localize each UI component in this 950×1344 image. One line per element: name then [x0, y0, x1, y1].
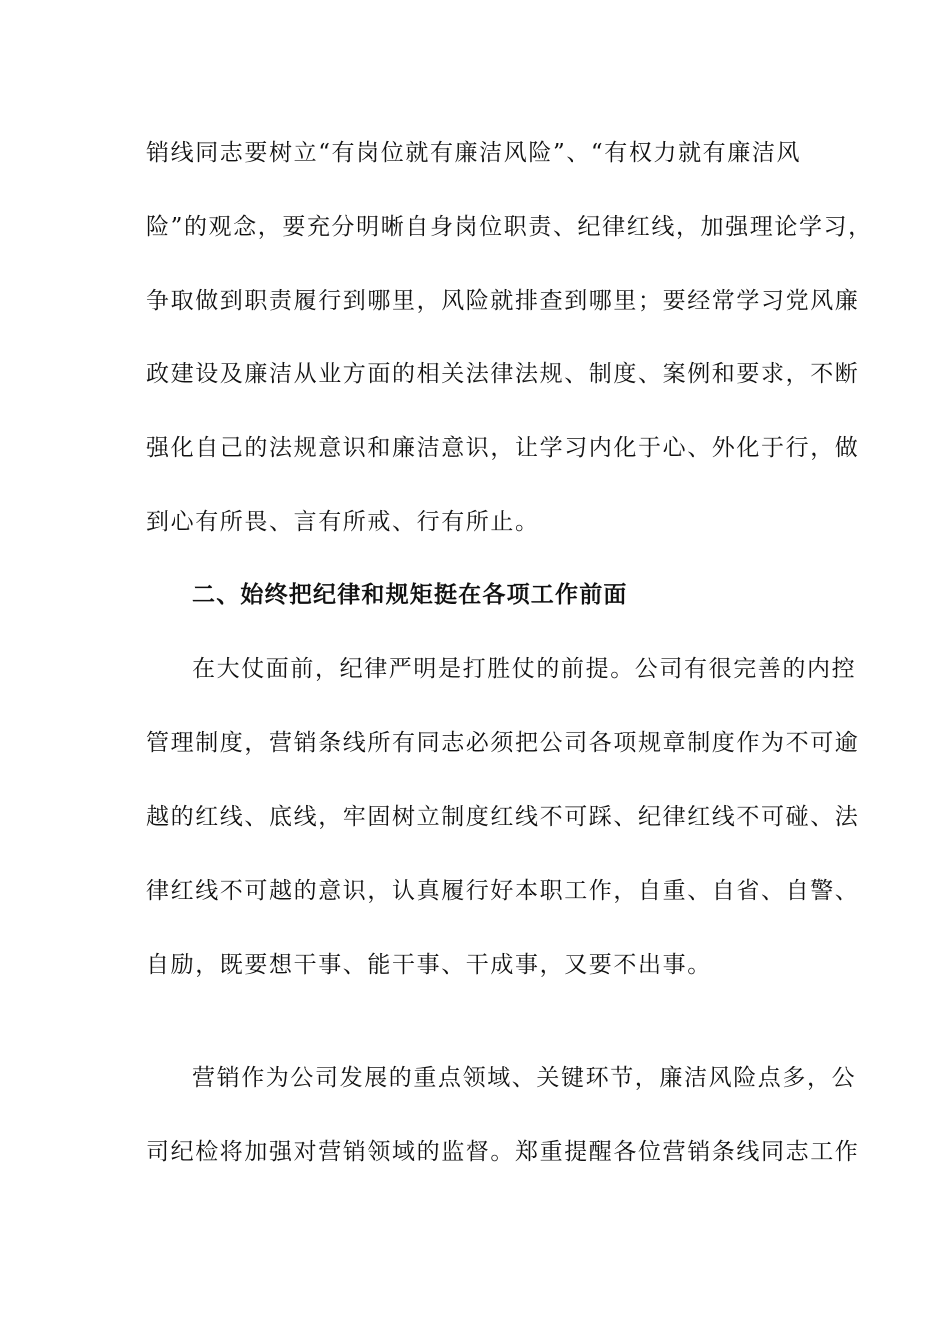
paragraph-line: 管理制度，营销条线所有同志必须把公司各项规章制度作为不可逾: [146, 730, 860, 756]
paragraph-line: 政建设及廉洁从业方面的相关法律法规、制度、案例和要求，不断: [146, 361, 860, 387]
paragraph-line: 强化自己的法规意识和廉洁意识，让学习内化于心、外化于行，做: [146, 435, 860, 461]
paragraph-line: 险”的观念，要充分明晰自身岗位职责、纪律红线，加强理论学习，: [146, 214, 873, 240]
paragraph-line: 争取做到职责履行到哪里，风险就排查到哪里；要经常学习党风廉: [146, 288, 860, 314]
paragraph-line: 在大仗面前，纪律严明是打胜仗的前提。公司有很完善的内控: [192, 656, 857, 682]
paragraph-line: 司纪检将加强对营销领域的监督。郑重提醒各位营销条线同志工作: [146, 1139, 860, 1165]
paragraph-line: 营销作为公司发展的重点领域、关键环节，廉洁风险点多，公: [192, 1065, 857, 1091]
section-heading: 二、始终把纪律和规矩挺在各项工作前面: [192, 582, 628, 608]
paragraph-line: 律红线不可越的意识，认真履行好本职工作，自重、自省、自警、: [146, 878, 860, 904]
paragraph-line: 到心有所畏、言有所戒、行有所止。: [146, 509, 540, 535]
paragraph-line: 销线同志要树立“有岗位就有廉洁风险”、“有权力就有廉洁风: [146, 140, 802, 166]
paragraph-line: 越的红线、底线，牢固树立制度红线不可踩、纪律红线不可碰、法: [146, 804, 860, 830]
paragraph-line: 自励，既要想干事、能干事、干成事，又要不出事。: [146, 952, 712, 978]
